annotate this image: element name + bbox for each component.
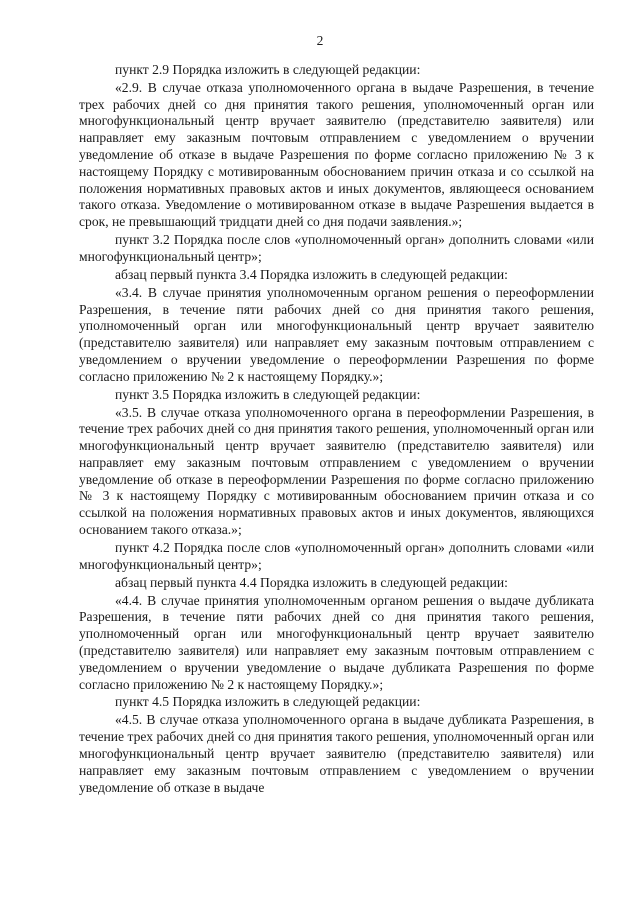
paragraph-amend-3-2: пункт 3.2 Порядка после слов «уполномоченный орган» дополнить словами «или многофункциональный центр»; (79, 232, 594, 264)
paragraph-amend-4-4-intro: абзац первый пункта 4.4 Порядка изложить в следующей редакции: (115, 574, 508, 590)
paragraph-clause-3-5: «3.5. В случае отказа уполномоченного органа в переоформлении Разрешения, в течение трех рабочих дней со дня принятия такого решения, уполномоченный орган или многофункциональный центр вручает заявителю (представителю заявителя) или направляет ему заказным почтовым отправлением с уведомлением о вручении уведомление об отказе в переоформлении Разрешения по форме согласно приложению № 3 к настоящему Порядку с мотивированным обоснованием причин отказа и со ссылкой на положения нормативных правовых актов и иных документов, являющихся основанием такого отказа.»; (79, 404, 594, 538)
paragraph-amend-4-5-intro: пункт 4.5 Порядка изложить в следующей редакции: (115, 694, 421, 710)
document-body (79, 62, 594, 797)
paragraph-amend-3-4-intro: абзац первый пункта 3.4 Порядка изложить в следующей редакции: (115, 266, 508, 282)
page-number: 2 (316, 33, 324, 48)
paragraph-clause-3-4: «3.4. В случае принятия уполномоченным органом решения о переоформлении Разрешения, в течение пяти рабочих дней со дня принятия такого решения, уполномоченный орган или многофункциональный центр вручает заявителю (представителю заявителя) или направляет ему заказным почтовым отправлением с уведомлением о вручении уведомление о переоформлении Разрешения по форме согласно приложению № 2 к настоящему Порядку.»; (79, 284, 594, 384)
paragraph-amend-3-5-intro: пункт 3.5 Порядка изложить в следующей редакции: (115, 386, 421, 402)
paragraph-clause-2-9: «2.9. В случае отказа уполномоченного органа в выдаче Разрешения, в течение трех рабочих дней со дня принятия такого решения, уполномоченный орган или многофункциональный центр вручает заявителю (представителю заявителя) или направляет ему заказным почтовым отправлением с уведомлением о вручении уведомление об отказе в выдаче Разрешения по форме согласно приложению № 3 к настоящему Порядку с мотивированным обоснованием причин отказа и со ссылкой на положения нормативных правовых актов и иных документов, являющееся основанием такого отказа. Уведомление о мотивированном отказе в выдаче Разрешения выдается в срок, не превышающий тридцати дней со дня подачи заявления.»; (79, 79, 594, 230)
paragraph-clause-4-5: «4.5. В случае отказа уполномоченного органа в выдаче дубликата Разрешения, в течение трех рабочих дней со дня принятия такого решения, уполномоченный орган или многофункциональный центр вручает заявителю (представителю заявителя) или направляет ему заказным почтовым отправлением с уведомлением о вручении уведомление об отказе в выдаче (79, 712, 594, 795)
paragraph-amend-4-2: пункт 4.2 Порядка после слов «уполномоченный орган» дополнить словами «или многофункциональный центр»; (79, 539, 594, 572)
paragraph-clause-4-4: «4.4. В случае принятия уполномоченным органом решения о выдаче дубликата Разрешения, в течение пяти рабочих дней со дня принятия такого решения, уполномоченный орган или многофункциональный центр вручает заявителю (представителю заявителя) или направляет ему заказным почтовым отправлением с уведомлением о вручении уведомление о выдаче дубликата Разрешения по форме согласно приложению № 2 к настоящему Порядку.»; (79, 592, 594, 692)
paragraph-amend-2-9-intro: пункт 2.9 Порядка изложить в следующей редакции: (115, 62, 421, 77)
